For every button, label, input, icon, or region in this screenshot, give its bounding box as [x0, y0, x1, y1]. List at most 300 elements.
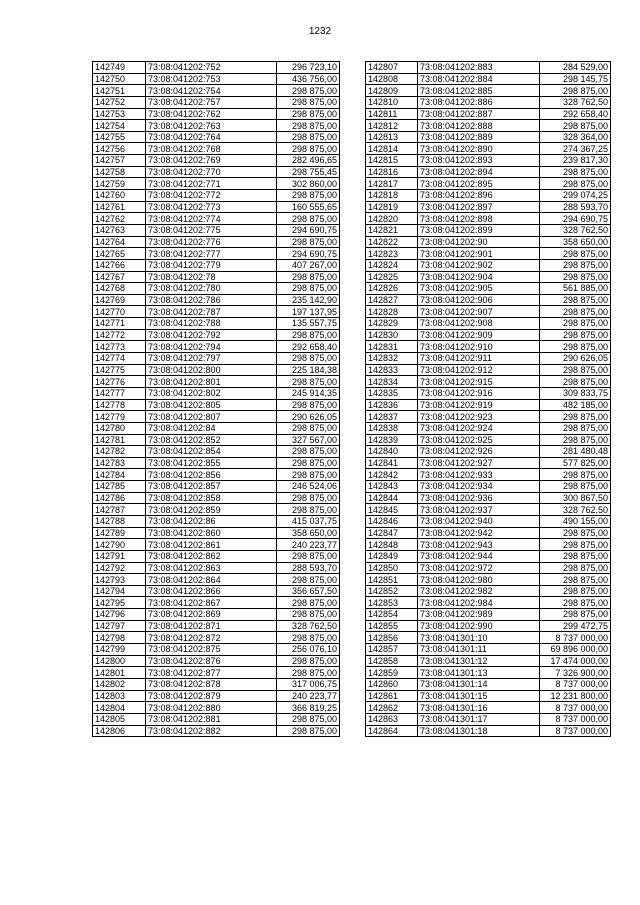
cadastral-number: 73:08:041202:895 — [418, 178, 540, 190]
row-number: 142831 — [366, 341, 418, 353]
table-row — [93, 143, 340, 155]
cadastral-number: 73:08:041202:893 — [418, 155, 540, 167]
cadastral-number: 73:08:041202:852 — [146, 434, 277, 446]
row-number: 142845 — [366, 504, 418, 516]
cadastral-value: 245 914,35 — [277, 387, 340, 399]
table-row — [93, 166, 340, 178]
table-row — [366, 108, 611, 120]
row-number: 142857 — [366, 644, 418, 656]
cadastral-value: 298 875,00 — [277, 457, 340, 469]
cadastral-number: 73:08:041202:878 — [146, 678, 277, 690]
cadastral-value: 298 875,00 — [540, 434, 611, 446]
cadastral-number: 73:08:041202:936 — [418, 492, 540, 504]
table-row — [366, 713, 611, 725]
cadastral-value: 298 875,00 — [540, 341, 611, 353]
cadastral-number: 73:08:041202:855 — [146, 457, 277, 469]
row-number: 142771 — [93, 318, 146, 330]
table-row — [93, 364, 340, 376]
row-number: 142801 — [93, 667, 146, 679]
cadastral-value: 298 875,00 — [540, 550, 611, 562]
cadastral-number: 73:08:041202:906 — [418, 294, 540, 306]
table-row — [93, 387, 340, 399]
row-number: 142759 — [93, 178, 146, 190]
cadastral-value: 274 367,25 — [540, 143, 611, 155]
cadastral-number: 73:08:041202:943 — [418, 539, 540, 551]
table-row — [93, 271, 340, 283]
cadastral-number: 73:08:041202:901 — [418, 248, 540, 260]
cadastral-number: 73:08:041202:912 — [418, 364, 540, 376]
row-number: 142778 — [93, 399, 146, 411]
row-number: 142817 — [366, 178, 418, 190]
table-row — [366, 678, 611, 690]
row-number: 142853 — [366, 597, 418, 609]
cadastral-value: 299 472,75 — [540, 620, 611, 632]
table-row — [366, 364, 611, 376]
table-row — [366, 143, 611, 155]
row-number: 142793 — [93, 574, 146, 586]
row-number: 142828 — [366, 306, 418, 318]
table-row — [93, 620, 340, 632]
cadastral-number: 73:08:041202:910 — [418, 341, 540, 353]
cadastral-number: 73:08:041202:882 — [146, 725, 277, 737]
cadastral-number: 73:08:041202:788 — [146, 318, 277, 330]
cadastral-number: 73:08:041202:980 — [418, 574, 540, 586]
cadastral-number: 73:08:041202:942 — [418, 527, 540, 539]
table-row — [366, 527, 611, 539]
cadastral-number: 73:08:041202:899 — [418, 224, 540, 236]
table-row — [93, 108, 340, 120]
cadastral-value: 298 875,00 — [540, 469, 611, 481]
table-row — [93, 96, 340, 108]
table-row — [366, 166, 611, 178]
cadastral-value: 282 496,65 — [277, 155, 340, 167]
table-row — [366, 190, 611, 202]
row-number: 142855 — [366, 620, 418, 632]
table-row — [366, 550, 611, 562]
table-row — [366, 597, 611, 609]
row-number: 142762 — [93, 213, 146, 225]
row-number: 142852 — [366, 585, 418, 597]
cadastral-value: 256 076,10 — [277, 644, 340, 656]
row-number: 142838 — [366, 422, 418, 434]
row-number: 142777 — [93, 387, 146, 399]
table-row — [366, 539, 611, 551]
row-number: 142755 — [93, 131, 146, 143]
cadastral-value: 17 474 000,00 — [540, 655, 611, 667]
cadastral-value: 298 875,00 — [540, 609, 611, 621]
row-number: 142780 — [93, 422, 146, 434]
table-row — [93, 504, 340, 516]
cadastral-number: 73:08:041202:904 — [418, 271, 540, 283]
cadastral-number: 73:08:041202:78 — [146, 271, 277, 283]
row-number: 142798 — [93, 632, 146, 644]
cadastral-value: 298 875,00 — [277, 469, 340, 481]
cadastral-value: 298 875,00 — [540, 539, 611, 551]
cadastral-number: 73:08:041202:926 — [418, 446, 540, 458]
row-number: 142809 — [366, 85, 418, 97]
table-row — [366, 376, 611, 388]
cadastral-value: 298 875,00 — [540, 376, 611, 388]
row-number: 142810 — [366, 96, 418, 108]
cadastral-value: 298 875,00 — [540, 166, 611, 178]
cadastral-number: 73:08:041202:898 — [418, 213, 540, 225]
cadastral-number: 73:08:041301:17 — [418, 713, 540, 725]
cadastral-number: 73:08:041202:924 — [418, 422, 540, 434]
row-number: 142769 — [93, 294, 146, 306]
table-row — [93, 655, 340, 667]
row-number: 142756 — [93, 143, 146, 155]
cadastral-number: 73:08:041202:883 — [418, 62, 540, 74]
row-number: 142804 — [93, 702, 146, 714]
table-row — [93, 644, 340, 656]
table-row — [366, 690, 611, 702]
row-number: 142843 — [366, 481, 418, 493]
row-number: 142859 — [366, 667, 418, 679]
cadastral-number: 73:08:041301:15 — [418, 690, 540, 702]
row-number: 142749 — [93, 62, 146, 74]
row-number: 142858 — [366, 655, 418, 667]
table-row — [366, 329, 611, 341]
cadastral-number: 73:08:041202:884 — [418, 73, 540, 85]
table-row — [93, 667, 340, 679]
table-row — [366, 481, 611, 493]
cadastral-value: 298 875,00 — [277, 283, 340, 295]
cadastral-number: 73:08:041301:11 — [418, 644, 540, 656]
row-number: 142841 — [366, 457, 418, 469]
cadastral-number: 73:08:041202:762 — [146, 108, 277, 120]
row-number: 142786 — [93, 492, 146, 504]
cadastral-number: 73:08:041202:894 — [418, 166, 540, 178]
row-number: 142781 — [93, 434, 146, 446]
cadastral-number: 73:08:041202:940 — [418, 515, 540, 527]
row-number: 142787 — [93, 504, 146, 516]
row-number: 142825 — [366, 271, 418, 283]
cadastral-value: 299 074,25 — [540, 190, 611, 202]
table-row — [366, 609, 611, 621]
cadastral-number: 73:08:041202:933 — [418, 469, 540, 481]
cadastral-number: 73:08:041202:972 — [418, 562, 540, 574]
cadastral-number: 73:08:041202:863 — [146, 562, 277, 574]
cadastral-value: 298 875,00 — [540, 294, 611, 306]
table-row — [366, 259, 611, 271]
table-row — [93, 73, 340, 85]
row-number: 142790 — [93, 539, 146, 551]
cadastral-number: 73:08:041301:10 — [418, 632, 540, 644]
row-number: 142763 — [93, 224, 146, 236]
cadastral-value: 298 875,00 — [277, 667, 340, 679]
cadastral-number: 73:08:041202:772 — [146, 190, 277, 202]
row-number: 142768 — [93, 283, 146, 295]
cadastral-value: 298 875,00 — [540, 329, 611, 341]
table-row — [366, 341, 611, 353]
table-row — [93, 224, 340, 236]
cadastral-value: 292 658,40 — [277, 341, 340, 353]
cadastral-value: 288 593,70 — [277, 562, 340, 574]
row-number: 142823 — [366, 248, 418, 260]
table-row — [93, 201, 340, 213]
cadastral-value: 298 875,00 — [540, 306, 611, 318]
cadastral-value: 240 223,77 — [277, 539, 340, 551]
row-number: 142840 — [366, 446, 418, 458]
row-number: 142807 — [366, 62, 418, 74]
cadastral-number: 73:08:041202:879 — [146, 690, 277, 702]
table-row — [93, 411, 340, 423]
cadastral-number: 73:08:041202:862 — [146, 550, 277, 562]
cadastral-number: 73:08:041202:792 — [146, 329, 277, 341]
cadastral-value: 8 737 000,00 — [540, 678, 611, 690]
table-row — [93, 713, 340, 725]
cadastral-value: 298 875,00 — [277, 655, 340, 667]
cadastral-value: 298 875,00 — [277, 609, 340, 621]
cadastral-value: 240 223,77 — [277, 690, 340, 702]
cadastral-number: 73:08:041301:13 — [418, 667, 540, 679]
table-row — [366, 178, 611, 190]
cadastral-number: 73:08:041202:907 — [418, 306, 540, 318]
table-row — [366, 294, 611, 306]
row-number: 142834 — [366, 376, 418, 388]
cadastral-value: 309 833,75 — [540, 387, 611, 399]
row-number: 142765 — [93, 248, 146, 260]
row-number: 142800 — [93, 655, 146, 667]
row-number: 142854 — [366, 609, 418, 621]
cadastral-value: 366 819,25 — [277, 702, 340, 714]
table-row — [93, 492, 340, 504]
cadastral-number: 73:08:041202:937 — [418, 504, 540, 516]
cadastral-number: 73:08:041202:768 — [146, 143, 277, 155]
table-row — [93, 294, 340, 306]
cadastral-number: 73:08:041202:880 — [146, 702, 277, 714]
table-row — [366, 131, 611, 143]
left-register-table — [92, 61, 340, 737]
cadastral-number: 73:08:041202:764 — [146, 131, 277, 143]
table-row — [93, 318, 340, 330]
cadastral-number: 73:08:041202:911 — [418, 353, 540, 365]
cadastral-number: 73:08:041202:797 — [146, 353, 277, 365]
cadastral-value: 246 524,06 — [277, 481, 340, 493]
table-row — [93, 550, 340, 562]
cadastral-value: 327 567,00 — [277, 434, 340, 446]
table-row — [366, 515, 611, 527]
row-number: 142824 — [366, 259, 418, 271]
cadastral-value: 358 650,00 — [277, 527, 340, 539]
row-number: 142776 — [93, 376, 146, 388]
cadastral-number: 73:08:041301:12 — [418, 655, 540, 667]
table-row — [366, 504, 611, 516]
cadastral-number: 73:08:041202:753 — [146, 73, 277, 85]
cadastral-value: 298 875,00 — [540, 271, 611, 283]
cadastral-value: 298 875,00 — [277, 504, 340, 516]
table-row — [93, 155, 340, 167]
table-row — [93, 632, 340, 644]
cadastral-number: 73:08:041202:775 — [146, 224, 277, 236]
row-number: 142788 — [93, 515, 146, 527]
cadastral-value: 225 184,38 — [277, 364, 340, 376]
row-number: 142792 — [93, 562, 146, 574]
cadastral-number: 73:08:041202:770 — [146, 166, 277, 178]
cadastral-value: 298 875,00 — [277, 85, 340, 97]
cadastral-number: 73:08:041202:757 — [146, 96, 277, 108]
row-number: 142751 — [93, 85, 146, 97]
table-row — [366, 120, 611, 132]
cadastral-value: 239 817,30 — [540, 155, 611, 167]
cadastral-value: 561 885,00 — [540, 283, 611, 295]
table-row — [366, 387, 611, 399]
table-row — [366, 224, 611, 236]
row-number: 142795 — [93, 597, 146, 609]
cadastral-value: 290 626,05 — [277, 411, 340, 423]
cadastral-value: 298 875,00 — [540, 585, 611, 597]
cadastral-value: 298 875,00 — [540, 318, 611, 330]
cadastral-number: 73:08:041202:786 — [146, 294, 277, 306]
table-row — [93, 283, 340, 295]
cadastral-number: 73:08:041202:805 — [146, 399, 277, 411]
row-number: 142822 — [366, 236, 418, 248]
row-number: 142815 — [366, 155, 418, 167]
table-row — [93, 678, 340, 690]
cadastral-value: 298 875,00 — [540, 364, 611, 376]
cadastral-value: 298 875,00 — [277, 399, 340, 411]
cadastral-number: 73:08:041202:771 — [146, 178, 277, 190]
row-number: 142864 — [366, 725, 418, 737]
cadastral-value: 298 875,00 — [540, 574, 611, 586]
cadastral-number: 73:08:041202:807 — [146, 411, 277, 423]
table-row — [366, 155, 611, 167]
table-row — [93, 457, 340, 469]
cadastral-value: 298 875,00 — [277, 143, 340, 155]
table-row — [93, 446, 340, 458]
row-number: 142863 — [366, 713, 418, 725]
cadastral-number: 73:08:041301:16 — [418, 702, 540, 714]
table-row — [93, 527, 340, 539]
cadastral-number: 73:08:041202:90 — [418, 236, 540, 248]
table-row — [93, 481, 340, 493]
cadastral-value: 490 155,00 — [540, 515, 611, 527]
cadastral-number: 73:08:041202:927 — [418, 457, 540, 469]
row-number: 142819 — [366, 201, 418, 213]
cadastral-number: 73:08:041202:864 — [146, 574, 277, 586]
table-row — [366, 283, 611, 295]
cadastral-value: 298 875,00 — [277, 120, 340, 132]
table-row — [366, 434, 611, 446]
table-row — [93, 62, 340, 74]
cadastral-value: 8 737 000,00 — [540, 702, 611, 714]
row-number: 142832 — [366, 353, 418, 365]
cadastral-value: 294 690,75 — [277, 224, 340, 236]
table-row — [366, 574, 611, 586]
cadastral-number: 73:08:041202:857 — [146, 481, 277, 493]
row-number: 142782 — [93, 446, 146, 458]
cadastral-value: 328 364,00 — [540, 131, 611, 143]
table-row — [93, 236, 340, 248]
table-row — [366, 469, 611, 481]
row-number: 142814 — [366, 143, 418, 155]
table-row — [366, 306, 611, 318]
row-number: 142772 — [93, 329, 146, 341]
cadastral-number: 73:08:041202:801 — [146, 376, 277, 388]
table-row — [93, 597, 340, 609]
table-row — [366, 667, 611, 679]
table-row — [366, 585, 611, 597]
cadastral-value: 415 037,75 — [277, 515, 340, 527]
table-row — [93, 248, 340, 260]
row-number: 142794 — [93, 585, 146, 597]
row-number: 142784 — [93, 469, 146, 481]
cadastral-value: 296 723,10 — [277, 62, 340, 74]
cadastral-number: 73:08:041202:871 — [146, 620, 277, 632]
cadastral-value: 298 875,00 — [277, 550, 340, 562]
cadastral-value: 292 658,40 — [540, 108, 611, 120]
cadastral-value: 298 875,00 — [277, 213, 340, 225]
row-number: 142829 — [366, 318, 418, 330]
cadastral-value: 482 185,00 — [540, 399, 611, 411]
row-number: 142757 — [93, 155, 146, 167]
table-row — [366, 399, 611, 411]
table-row — [366, 353, 611, 365]
cadastral-number: 73:08:041202:919 — [418, 399, 540, 411]
row-number: 142849 — [366, 550, 418, 562]
cadastral-value: 298 875,00 — [277, 329, 340, 341]
table-row — [366, 411, 611, 423]
table-row — [93, 585, 340, 597]
row-number: 142750 — [93, 73, 146, 85]
cadastral-number: 73:08:041202:84 — [146, 422, 277, 434]
cadastral-value: 328 762,50 — [277, 620, 340, 632]
cadastral-number: 73:08:041202:923 — [418, 411, 540, 423]
cadastral-value: 12 231 800,00 — [540, 690, 611, 702]
cadastral-number: 73:08:041202:890 — [418, 143, 540, 155]
row-number: 142826 — [366, 283, 418, 295]
cadastral-value: 407 267,00 — [277, 259, 340, 271]
row-number: 142791 — [93, 550, 146, 562]
table-row — [93, 353, 340, 365]
table-row — [93, 702, 340, 714]
cadastral-value: 160 555,65 — [277, 201, 340, 213]
cadastral-number: 73:08:041202:982 — [418, 585, 540, 597]
table-row — [366, 201, 611, 213]
cadastral-value: 8 737 000,00 — [540, 632, 611, 644]
table-row — [93, 609, 340, 621]
cadastral-value: 298 875,00 — [277, 446, 340, 458]
row-number: 142766 — [93, 259, 146, 271]
cadastral-number: 73:08:041202:861 — [146, 539, 277, 551]
row-number: 142797 — [93, 620, 146, 632]
row-number: 142816 — [366, 166, 418, 178]
cadastral-value: 298 875,00 — [277, 632, 340, 644]
cadastral-value: 197 137,95 — [277, 306, 340, 318]
table-row — [93, 690, 340, 702]
table-row — [93, 725, 340, 737]
table-row — [93, 469, 340, 481]
table-row — [366, 620, 611, 632]
cadastral-value: 328 762,50 — [540, 504, 611, 516]
table-row — [366, 725, 611, 737]
cadastral-number: 73:08:041202:872 — [146, 632, 277, 644]
cadastral-value: 288 593,70 — [540, 201, 611, 213]
cadastral-number: 73:08:041202:856 — [146, 469, 277, 481]
table-row — [93, 399, 340, 411]
row-number: 142820 — [366, 213, 418, 225]
row-number: 142799 — [93, 644, 146, 656]
cadastral-value: 298 875,00 — [277, 236, 340, 248]
cadastral-value: 298 875,00 — [540, 85, 611, 97]
cadastral-number: 73:08:041202:902 — [418, 259, 540, 271]
cadastral-number: 73:08:041202:886 — [418, 96, 540, 108]
cadastral-value: 298 875,00 — [277, 376, 340, 388]
cadastral-value: 298 875,00 — [277, 422, 340, 434]
row-number: 142811 — [366, 108, 418, 120]
cadastral-number: 73:08:041301:18 — [418, 725, 540, 737]
row-number: 142846 — [366, 515, 418, 527]
